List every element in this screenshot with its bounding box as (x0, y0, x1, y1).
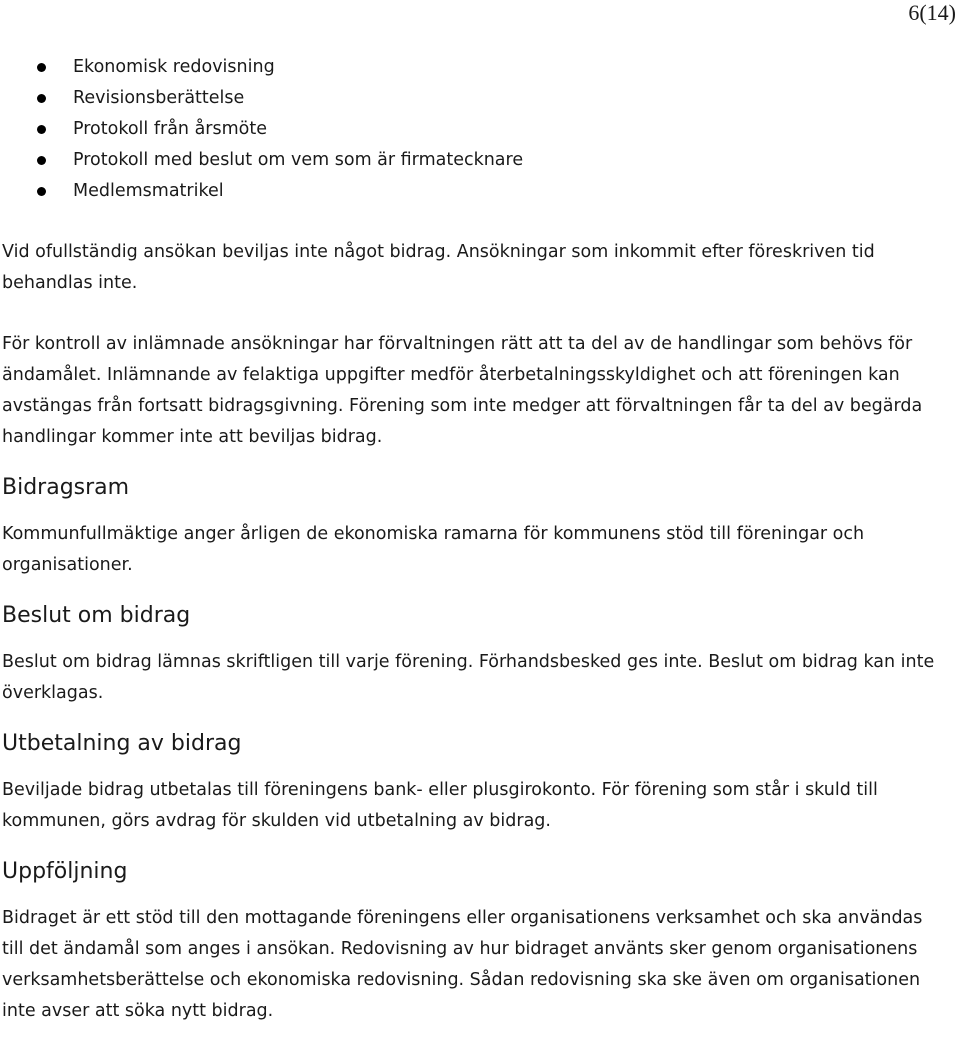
document-body (2, 52, 952, 1027)
bullet-icon (37, 94, 46, 103)
bullet-icon (37, 125, 46, 134)
section-text-beslut: Beslut om bidrag lämnas skriftligen till varje förening. Förhandsbesked ges inte. Beslut om bidrag kan inte överklagas. (2, 652, 935, 703)
list-item: Revisionsberättelse (2, 83, 952, 114)
section-text-uppfoljning: Bidraget är ett stöd till den mottagande föreningens eller organisationens verksamhet och ska användas till det ändamål som anges i ansökan. Redovisning av hur bidraget använts sker genom organisationens verksamhetsberättelse och ekonomiska redovisning. Sådan redovisning ska ske även om organisationen inte avser att söka nytt bidrag. (2, 908, 923, 1021)
section-heading-utbetalning: Utbetalning av bidrag (2, 731, 242, 756)
required-documents-list (2, 52, 952, 207)
page-number: 6(14) (908, 0, 956, 25)
control-paragraph: För kontroll av inlämnade ansökningar har förvaltningen rätt att ta del av de handlingar som behövs för ändamålet. Inlämnande av felaktiga uppgifter medför återbetalningsskyldighet och att föreningen kan avstängas från fortsatt bidragsgivning. Förening som inte medger att förvaltningen får ta del av begärda handlingar kommer inte att beviljas bidrag. (2, 334, 923, 447)
section-heading-bidragsram: Bidragsram (2, 475, 130, 500)
list-item: Protokoll från årsmöte (2, 114, 952, 145)
section-heading-beslut: Beslut om bidrag (2, 603, 191, 628)
section-text-utbetalning: Beviljade bidrag utbetalas till föreningens bank- eller plusgirokonto. För förening som står i skuld till kommunen, görs avdrag för skulden vid utbetalning av bidrag. (2, 780, 878, 831)
list-item: Medlemsmatrikel (2, 176, 952, 207)
incomplete-application-paragraph: Vid ofullständig ansökan beviljas inte något bidrag. Ansökningar som inkommit efter föreskriven tid behandlas inte. (2, 242, 875, 293)
bullet-icon (37, 187, 46, 196)
section-text-bidragsram: Kommunfullmäktige anger årligen de ekonomiska ramarna för kommunens stöd till föreningar och organisationer. (2, 524, 865, 575)
list-item: Ekonomisk redovisning (2, 52, 952, 83)
bullet-icon (37, 156, 46, 165)
section-heading-uppfoljning: Uppföljning (2, 859, 128, 884)
bullet-icon (37, 63, 46, 72)
list-item: Protokoll med beslut om vem som är firmatecknare (2, 145, 952, 176)
